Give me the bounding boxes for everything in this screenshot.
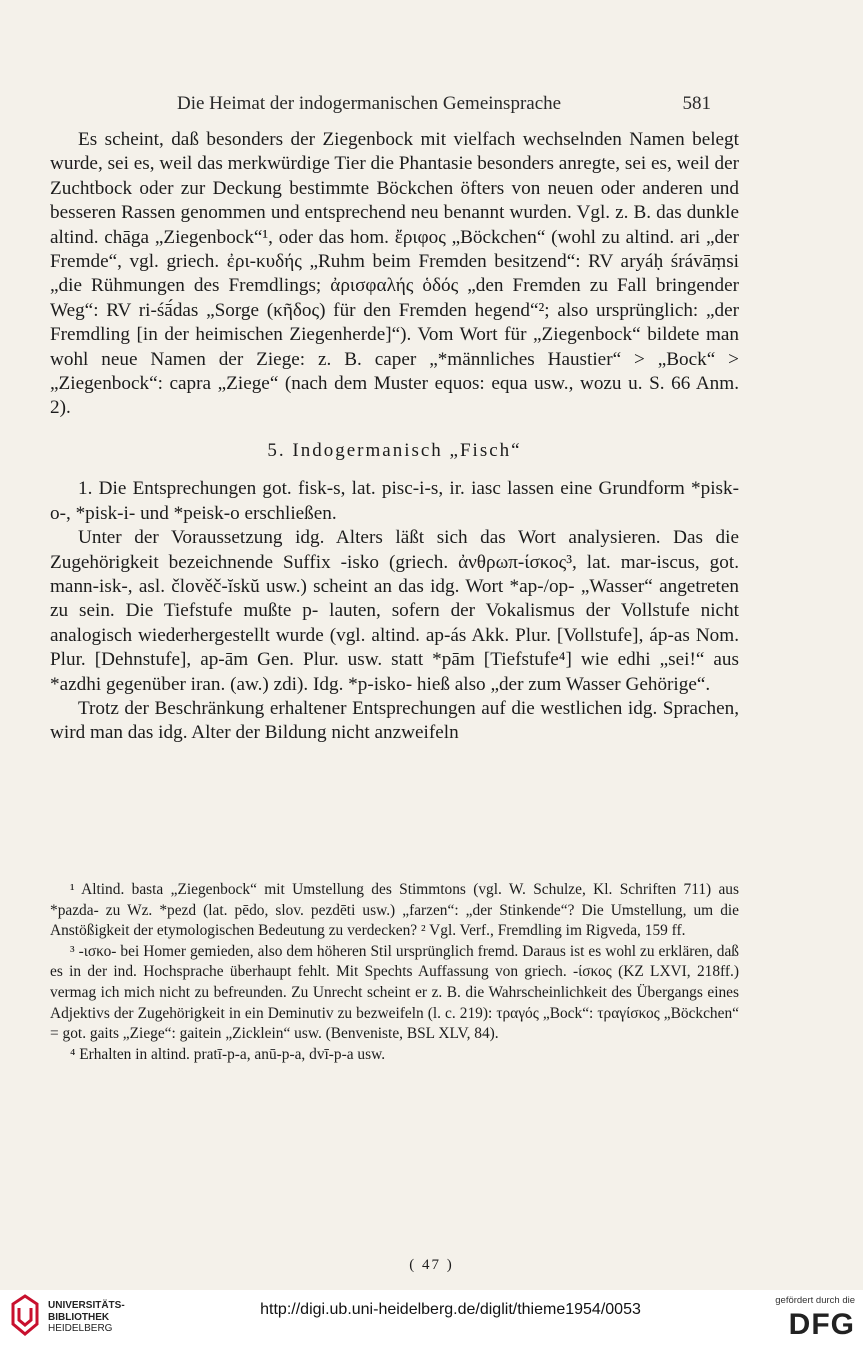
section-heading: 5. Indogermanisch „Fisch“ (267, 439, 522, 461)
footnote: ⁴ Erhalten in altind. pratī-p-a, anū-p-a, dvī-p-a usw. (70, 1045, 386, 1063)
permalink[interactable] (0, 1301, 863, 1319)
dfg-logo[interactable]: DFG (788, 1308, 855, 1341)
running-head-title: Die Heimat der indogermanischen Gemeinsprache (177, 93, 562, 114)
permalink-text[interactable]: http://digi.ub.uni-heidelberg.de/diglit/thieme1954/0053 (260, 1301, 641, 1318)
library-name-line: HEIDELBERG (48, 1323, 113, 1334)
library-name-line: UNIVERSITÄTS- (48, 1300, 125, 1311)
folio: ( 47 ) (409, 1257, 454, 1273)
paragraph: Trotz der Beschränkung erhaltener Entsprechungen auf die westlichen idg. Sprachen, wird man das idg. Alter der Bildung nicht anzweifeln (50, 697, 739, 744)
footnote: ¹ Altind. basta „Ziegenbock“ mit Umstellung des Stimmtons (vgl. W. Schulze, Kl. Schriften 711) aus *pazda- zu Wz. *pezd (lat. pēdo, slov. pezdēti usw.) „farzen“: „der Stinkende“? Die Umstellung, um die Anstößigkeit der etymologischen Bedeutung zu verdecken? ² Vgl. Verf., Fremdling im Rigveda, 159 ff. (50, 881, 739, 940)
funding-caption: gefördert durch die (775, 1295, 855, 1306)
viewer-footer (0, 1290, 863, 1349)
paragraph: 1. Die Entsprechungen got. fisk-s, lat. pisc-i-s, ir. iasc lassen eine Grundform *pisk-o-, *pisk-i- und *peisk-o erschließen. (50, 478, 739, 524)
paragraph: Unter der Voraussetzung idg. Alters läßt sich das Wort analysieren. Das die Zugehörigkeit bezeichnende Suffix -isko (griech. ἀνθρωπ-ίσκος³, lat. mar-iscus, got. mann-isk-, asl. člověč-ĭskŭ usw.) scheint an das idg. Wort *ap-/op- „Wasser“ angetreten zu sein. Die Tiefstufe mußte p- lauten, sofern der Vokalismus der Vollstufe nicht analogisch wiederhergestellt wurde (vgl. altind. ap-ás Akk. Plur. [Vollstufe], áp-as Nom. Plur. [Dehnstufe], ap-ām Gen. Plur. usw. statt *pām [Tiefstufe⁴] wie edhi „sei!“ aus *azdhi gegenüber iran. (aw.) zdi). Idg. *p-isko- hieß also „der zum Wasser Gehörige“. (50, 527, 739, 695)
footnotes (50, 880, 739, 1065)
page-number: 581 (682, 93, 711, 114)
paragraph: Es scheint, daß besonders der Ziegenbock mit vielfach wechselnden Namen belegt wurde, sei es, weil das merkwürdige Tier die Phantasie besonders anregte, sei es, weil der Zuchtbock oder zur Deckung bestimmte Böckchen öfters von neuen oder anderen und besseren Rassen genommen und entsprechend neu benannt wurden. Vgl. z. B. das dunkle altind. chāga „Ziegenbock“¹, oder das hom. ἔριφος „Böckchen“ (wohl zu altind. ari „der Fremde“, vgl. griech. ἐρι-κυδής „Ruhm beim Fremden besitzend“: RV aryáḥ śrávāṃsi „die Rühmungen des Fremdlings; ἀρισφαλής ὁδός „den Fremden zu Fall bringender Weg“: RV ri-śā́das „Sorge (κῆδος) für den Fremden hegend“²; also ursprünglich: „der Fremdling [in der heimischen Ziegenherde]“). Vom Wort für „Ziegenbock“ bildete man wohl neue Namen der Ziege: z. B. caper „*männliches Haustier“ > „Bock“ > „Ziegenbock“: capra „Ziege“ (nach dem Muster equos: equa usw., wozu u. S. 66 Anm. 2). (50, 129, 739, 419)
footnote: ³ -ισκο- bei Homer gemieden, also dem höheren Stil ursprünglich fremd. Daraus ist es wohl zu erklären, daß es in der ind. Hochsprache überhaupt fehlt. Mit Spechts Auffassung von griech. -ίσκος (KZ LXVI, 218ff.) vermag ich mich nicht zu befreunden. Zu Unrecht scheint er z. B. die Wahrscheinlichkeit des Übergangs eines Adjektivs der Zugehörigkeit in ein Deminutiv zu bezweifeln (l. c. 219): τραγός „Bock“: τραγίσκος „Böckchen“ = got. gaits „Ziege“: gaitein „Zicklein“ usw. (Benveniste, BSL XLV, 84). (50, 942, 739, 1043)
body-text (24, 128, 739, 746)
library-name-line: BIBLIOTHEK (48, 1311, 110, 1323)
